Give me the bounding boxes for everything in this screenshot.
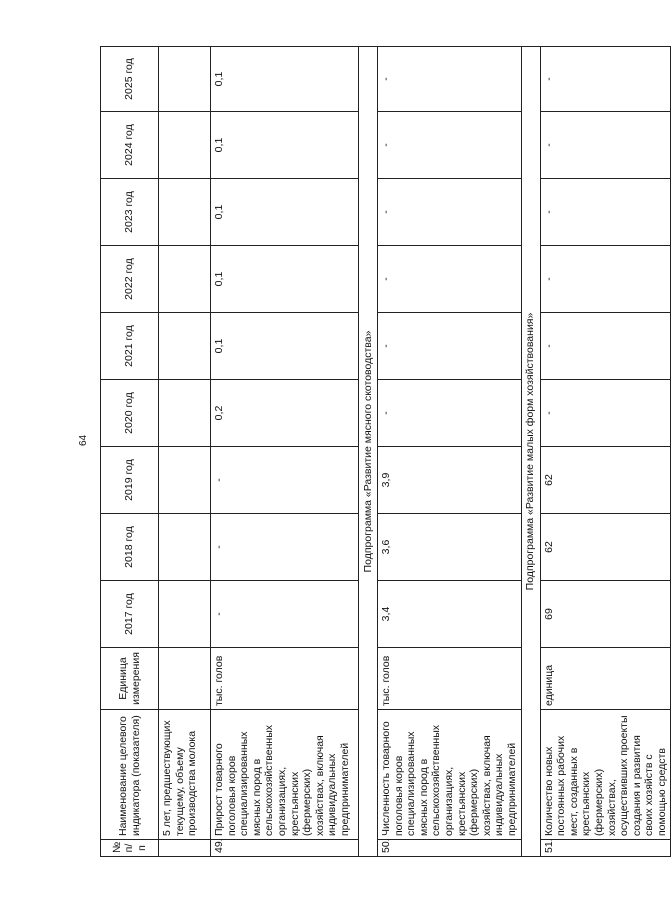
row-value: - — [540, 112, 671, 179]
row-num: 50. — [378, 840, 522, 857]
row-num: 49. — [211, 840, 359, 857]
table-row — [159, 47, 211, 857]
row-value: 3,4 — [378, 581, 522, 648]
row-name: Прирост товарного поголовья коров специализированных мясных пород в сельскохозяйственных организациях, крестьянских (фермерских) хозяйствах, включая индивидуальных предпринимателей — [211, 710, 359, 840]
row-value — [159, 313, 211, 380]
header-year: 2017 год — [101, 581, 159, 648]
header-year: 2021 год — [101, 313, 159, 380]
page-number: 64 — [78, 434, 89, 446]
row-value: 69 — [540, 581, 671, 648]
header-year: 2025 год — [101, 47, 159, 112]
table-row — [378, 47, 522, 857]
row-value — [159, 514, 211, 581]
row-value: - — [378, 313, 522, 380]
row-value: - — [540, 47, 671, 112]
row-value: - — [378, 112, 522, 179]
subprogram-title: Подпрограмма «Развитие малых форм хозяйствования» — [521, 47, 540, 857]
header-num: № п/п — [101, 840, 159, 857]
indicator-table — [100, 46, 671, 857]
row-unit: тыс. голов — [211, 648, 359, 710]
row-value: - — [378, 246, 522, 313]
row-value: - — [378, 47, 522, 112]
header-unit: Единица измерения — [101, 648, 159, 710]
row-value: - — [211, 447, 359, 514]
row-value: 62 — [540, 447, 671, 514]
row-value: 0,1 — [211, 246, 359, 313]
row-value: 0,1 — [211, 313, 359, 380]
row-unit: тыс. голов — [378, 648, 522, 710]
row-value — [159, 112, 211, 179]
table-row — [540, 47, 671, 857]
header-row — [101, 47, 159, 857]
subprogram-row — [359, 47, 378, 857]
row-unit: единица — [540, 648, 671, 710]
row-value — [159, 581, 211, 648]
row-value: - — [540, 179, 671, 246]
header-year: 2020 год — [101, 380, 159, 447]
header-year: 2022 год — [101, 246, 159, 313]
rotated-table-container — [100, 47, 668, 857]
row-value: 0,1 — [211, 112, 359, 179]
row-num: 51. — [540, 840, 671, 857]
row-value: 0,1 — [211, 179, 359, 246]
row-value — [159, 380, 211, 447]
row-name: Количество новых постоянных рабочих мест, созданных в крестьянских (фермерских) хозяйствах, осуществивших проекты создания и развития своих хозяйств с помощью средств — [540, 710, 671, 840]
row-value: 62 — [540, 514, 671, 581]
row-unit — [159, 648, 211, 710]
row-value — [159, 179, 211, 246]
row-value: 3,6 — [378, 514, 522, 581]
header-name: Наименование целевого индикатора (показателя) — [101, 710, 159, 840]
row-value: - — [211, 514, 359, 581]
row-value: - — [540, 380, 671, 447]
row-value — [159, 246, 211, 313]
row-value: 3,9 — [378, 447, 522, 514]
subprogram-title: Подпрограмма «Развитие мясного скотоводства» — [359, 47, 378, 857]
row-name: 5 лет, предшествующих текущему, объему производства молока — [159, 710, 211, 840]
row-value — [159, 447, 211, 514]
row-value: - — [540, 246, 671, 313]
header-year: 2018 год — [101, 514, 159, 581]
row-value: 0,2 — [211, 380, 359, 447]
row-value: - — [211, 581, 359, 648]
table-row — [211, 47, 359, 857]
header-year: 2023 год — [101, 179, 159, 246]
row-value — [159, 47, 211, 112]
row-num — [159, 840, 211, 857]
subprogram-row — [521, 47, 540, 857]
header-year: 2019 год — [101, 447, 159, 514]
row-value: - — [378, 179, 522, 246]
row-value: - — [378, 380, 522, 447]
row-value: 0,1 — [211, 47, 359, 112]
header-year: 2024 год — [101, 112, 159, 179]
row-value: - — [540, 313, 671, 380]
row-name: Численность товарного поголовья коров специализированных мясных пород в сельскохозяйственных организациях, крестьянских (фермерских) хозяйствах, включая индивидуальных предпринимателей — [378, 710, 522, 840]
